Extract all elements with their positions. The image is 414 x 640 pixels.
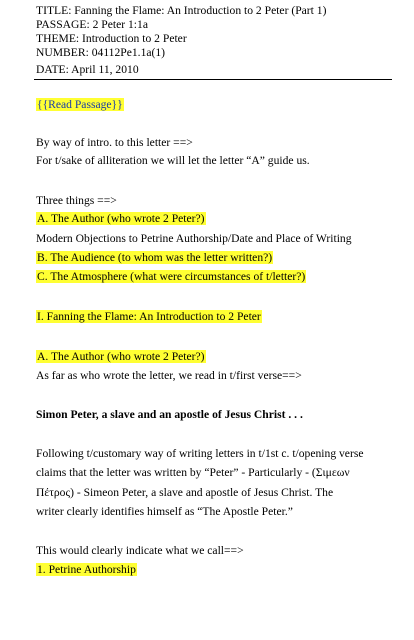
- intro-line-2: For t/sake of alliteration we will let the letter “A” guide us.: [36, 154, 310, 167]
- doc-date: DATE: April 11, 2010: [36, 63, 139, 76]
- doc-title: TITLE: Fanning the Flame: An Introduction to 2 Peter (Part 1): [36, 4, 327, 17]
- outline-point-1: [36, 563, 137, 577]
- paragraph-line-1: Following t/customary way of writing letters in t/1st c. t/opening verse: [36, 447, 364, 460]
- paragraph-line-2: claims that the letter was written by “Peter” - Particularly - (Σιμεων: [36, 466, 350, 479]
- read-passage-highlight: {{Read Passage}}: [37, 98, 123, 111]
- outline-point-a: [36, 212, 206, 226]
- outline-point-b: [36, 251, 273, 265]
- point-a-highlight: A. The Author (who wrote 2 Peter?): [37, 212, 205, 225]
- point-c-highlight: C. The Atmosphere (what were circumstances of t/letter?): [37, 270, 306, 283]
- section-point-a: [36, 350, 206, 364]
- outline-point-c: [36, 270, 306, 284]
- paragraph-line-4: writer clearly identifies himself as “The Apostle Peter.”: [36, 505, 293, 518]
- intro-line-1: By way of intro. to this letter ==>: [36, 136, 193, 149]
- point-1-highlight: 1. Petrine Authorship: [37, 563, 136, 576]
- doc-theme: THEME: Introduction to 2 Peter: [36, 32, 187, 45]
- scripture-quote: Simon Peter, a slave and an apostle of Jesus Christ . . .: [36, 408, 303, 421]
- section-point-a-highlight: A. The Author (who wrote 2 Peter?): [37, 350, 205, 363]
- header-divider: [34, 79, 392, 80]
- objections-line: Modern Objections to Petrine Authorship/Date and Place of Writing: [36, 232, 352, 245]
- doc-number: NUMBER: 04112Pe1.1a(1): [36, 46, 166, 59]
- three-things: Three things ==>: [36, 194, 117, 207]
- read-passage-marker: [36, 98, 124, 112]
- section-heading-1: [36, 310, 262, 324]
- paragraph-line-3: Πέτρος) - Simeon Peter, a slave and apostle of Jesus Christ. The: [36, 486, 334, 499]
- point-b-highlight: B. The Audience (to whom was the letter written?): [37, 251, 273, 264]
- section-1-highlight: I. Fanning the Flame: An Introduction to 2 Peter: [37, 310, 261, 323]
- first-verse-line: As far as who wrote the letter, we read in t/first verse==>: [36, 369, 302, 382]
- doc-passage: PASSAGE: 2 Peter 1:1a: [36, 18, 148, 31]
- indicate-line: This would clearly indicate what we call==>: [36, 544, 244, 557]
